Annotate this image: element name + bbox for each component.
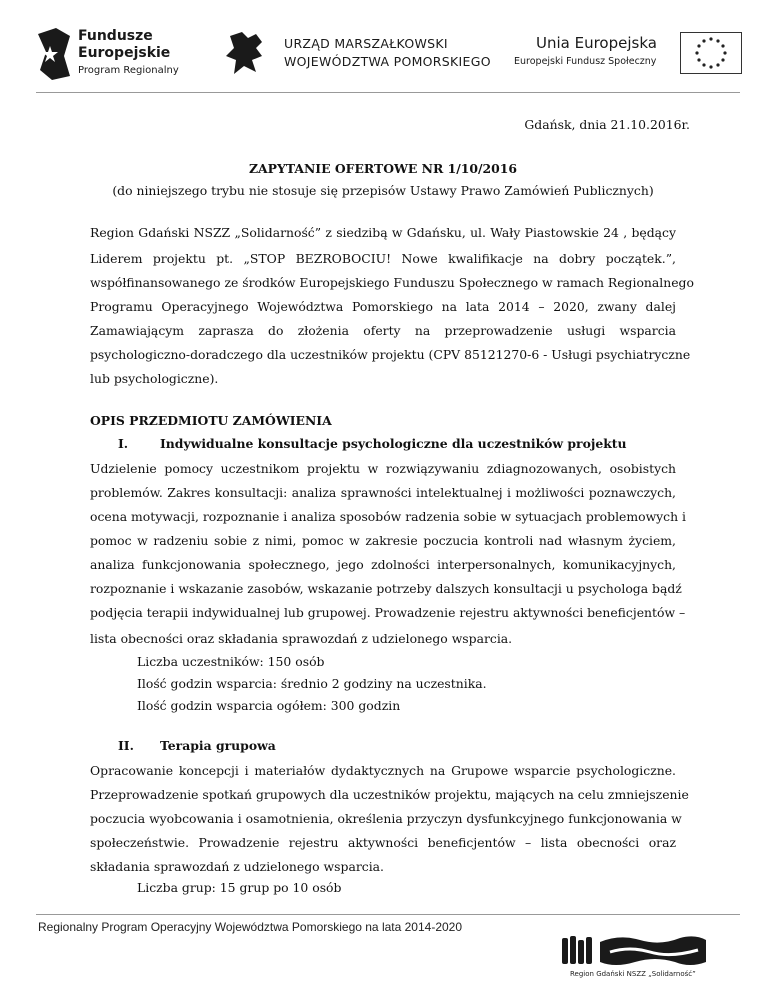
- part1-line: podjęcia terapii indywidualnej lub grupowej. Prowadzenie rejestru aktywności beneficjentów –: [90, 605, 686, 620]
- um-logo-line1: URZĄD MARSZAŁKOWSKI: [284, 36, 448, 51]
- fact-item: Liczba grup: 15 grup po 10 osób: [137, 880, 342, 895]
- fe-logo-line3: Program Regionalny: [78, 65, 179, 76]
- part2-heading: Terapia grupowa: [160, 738, 276, 753]
- intro-line: współfinansowanego ze środków Europejskiego Funduszu Społecznego w ramach Regionalnego: [90, 275, 694, 290]
- part1-heading: Indywidualne konsultacje psychologiczne dla uczestników projektu: [160, 436, 627, 451]
- fact-item: Ilość godzin wsparcia: średnio 2 godziny na uczestnika.: [137, 676, 487, 691]
- fe-logo-line1: Fundusze: [78, 28, 153, 44]
- part1-line: rozpoznanie i wskazanie zasobów, wskazanie potrzeby dalszych konsultacji u psychologa bądź: [90, 581, 682, 596]
- part2-line: Opracowanie koncepcji i materiałów dydaktycznych na Grupowe wsparcie psychologiczne.: [90, 763, 676, 778]
- part2-line: Przeprowadzenie spotkań grupowych dla uczestników projektu, mających na celu zmniejszenie: [90, 787, 689, 802]
- part1-line: problemów. Zakres konsultacji: analiza sprawności intelektualnej i możliwości poznawczych,: [90, 485, 676, 500]
- urzad-marszalkowski-logo: [222, 30, 512, 80]
- part2-line: społeczeństwie. Prowadzenie rejestru aktywności beneficjentów – lista obecności oraz: [90, 835, 676, 850]
- part2-numeral: II.: [118, 738, 134, 753]
- part1-numeral: I.: [118, 436, 129, 451]
- header-divider: [36, 92, 740, 93]
- section-heading: OPIS PRZEDMIOTU ZAMÓWIENIA: [90, 413, 332, 428]
- intro-line: Zamawiającym zaprasza do złożenia oferty na przeprowadzenie usługi wsparcia: [90, 323, 676, 338]
- ue-logo-line1: Unia Europejska: [536, 34, 657, 52]
- part1-line: analiza funkcjonowania społecznego, jego zdolności interpersonalnych, komunikacyjnych,: [90, 557, 676, 572]
- footer-program: Regionalny Program Operacyjny Województwa Pomorskiego na lata 2014-2020: [38, 920, 463, 934]
- part1-line: pomoc w radzeniu sobie z nimi, pomoc w zakresie poczucia kontroli nad własnym życiem,: [90, 533, 676, 548]
- fact-item: Liczba uczestników: 150 osób: [137, 654, 325, 669]
- part2-line: składania sprawozdań z udzielonego wsparcia.: [90, 859, 384, 874]
- document-title: ZAPYTANIE OFERTOWE NR 1/10/2016: [249, 161, 517, 176]
- intro-line: Region Gdański NSZZ „Solidarność” z siedzibą w Gdańsku, ul. Wały Piastowskie 24 , będący: [90, 225, 676, 240]
- place-date: Gdańsk, dnia 21.10.2016r.: [524, 117, 690, 132]
- footer-divider: [36, 914, 740, 915]
- document-subtitle: (do niniejszego trybu nie stosuje się przepisów Ustawy Prawo Zamówień Publicznych): [112, 183, 654, 198]
- part2-line: poczucia wyobcowania i osamotnienia, określenia przyczyn dysfunkcyjnego funkcjonowania w: [90, 811, 682, 826]
- fundusze-europejskie-star-icon: [36, 26, 72, 82]
- intro-line: lub psychologiczne).: [90, 371, 219, 386]
- intro-line: Liderem projektu pt. „STOP BEZROBOCIU! Nowe kwalifikacje na dobry początek.”,: [90, 251, 676, 266]
- fundusze-europejskie-logo: [36, 26, 236, 82]
- fact-item: Ilość godzin wsparcia ogółem: 300 godzin: [137, 698, 401, 713]
- unia-europejska-logo: [514, 30, 744, 80]
- solidarnosc-caption: Region Gdański NSZZ „Solidarność”: [570, 970, 696, 978]
- solidarnosc-banner-icon: [560, 932, 710, 970]
- part1-line: lista obecności oraz składania sprawozdań z udzielonego wsparcia.: [90, 631, 513, 646]
- fe-logo-line2: Europejskie: [78, 45, 171, 61]
- ue-logo-line2: Europejski Fundusz Społeczny: [514, 56, 657, 67]
- intro-line: psychologiczno-doradczego dla uczestników projektu (CPV 85121270-6 - Usługi psychiatryczne: [90, 347, 691, 362]
- um-logo-line2: WOJEWÓDZTWA POMORSKIEGO: [284, 54, 491, 69]
- part1-line: ocena motywacji, rozpoznanie i analiza sposobów radzenia sobie w sytuacjach problemowych i: [90, 509, 687, 524]
- eu-flag-icon: [680, 32, 742, 74]
- part1-line: Udzielenie pomocy uczestnikom projektu w rozwiązywaniu zdiagnozowanych, osobistych: [90, 461, 676, 476]
- griffin-crest-icon: [222, 30, 268, 76]
- solidarnosc-logo: [560, 932, 710, 982]
- intro-line: Programu Operacyjnego Województwa Pomorskiego na lata 2014 – 2020, zwany dalej: [90, 299, 676, 314]
